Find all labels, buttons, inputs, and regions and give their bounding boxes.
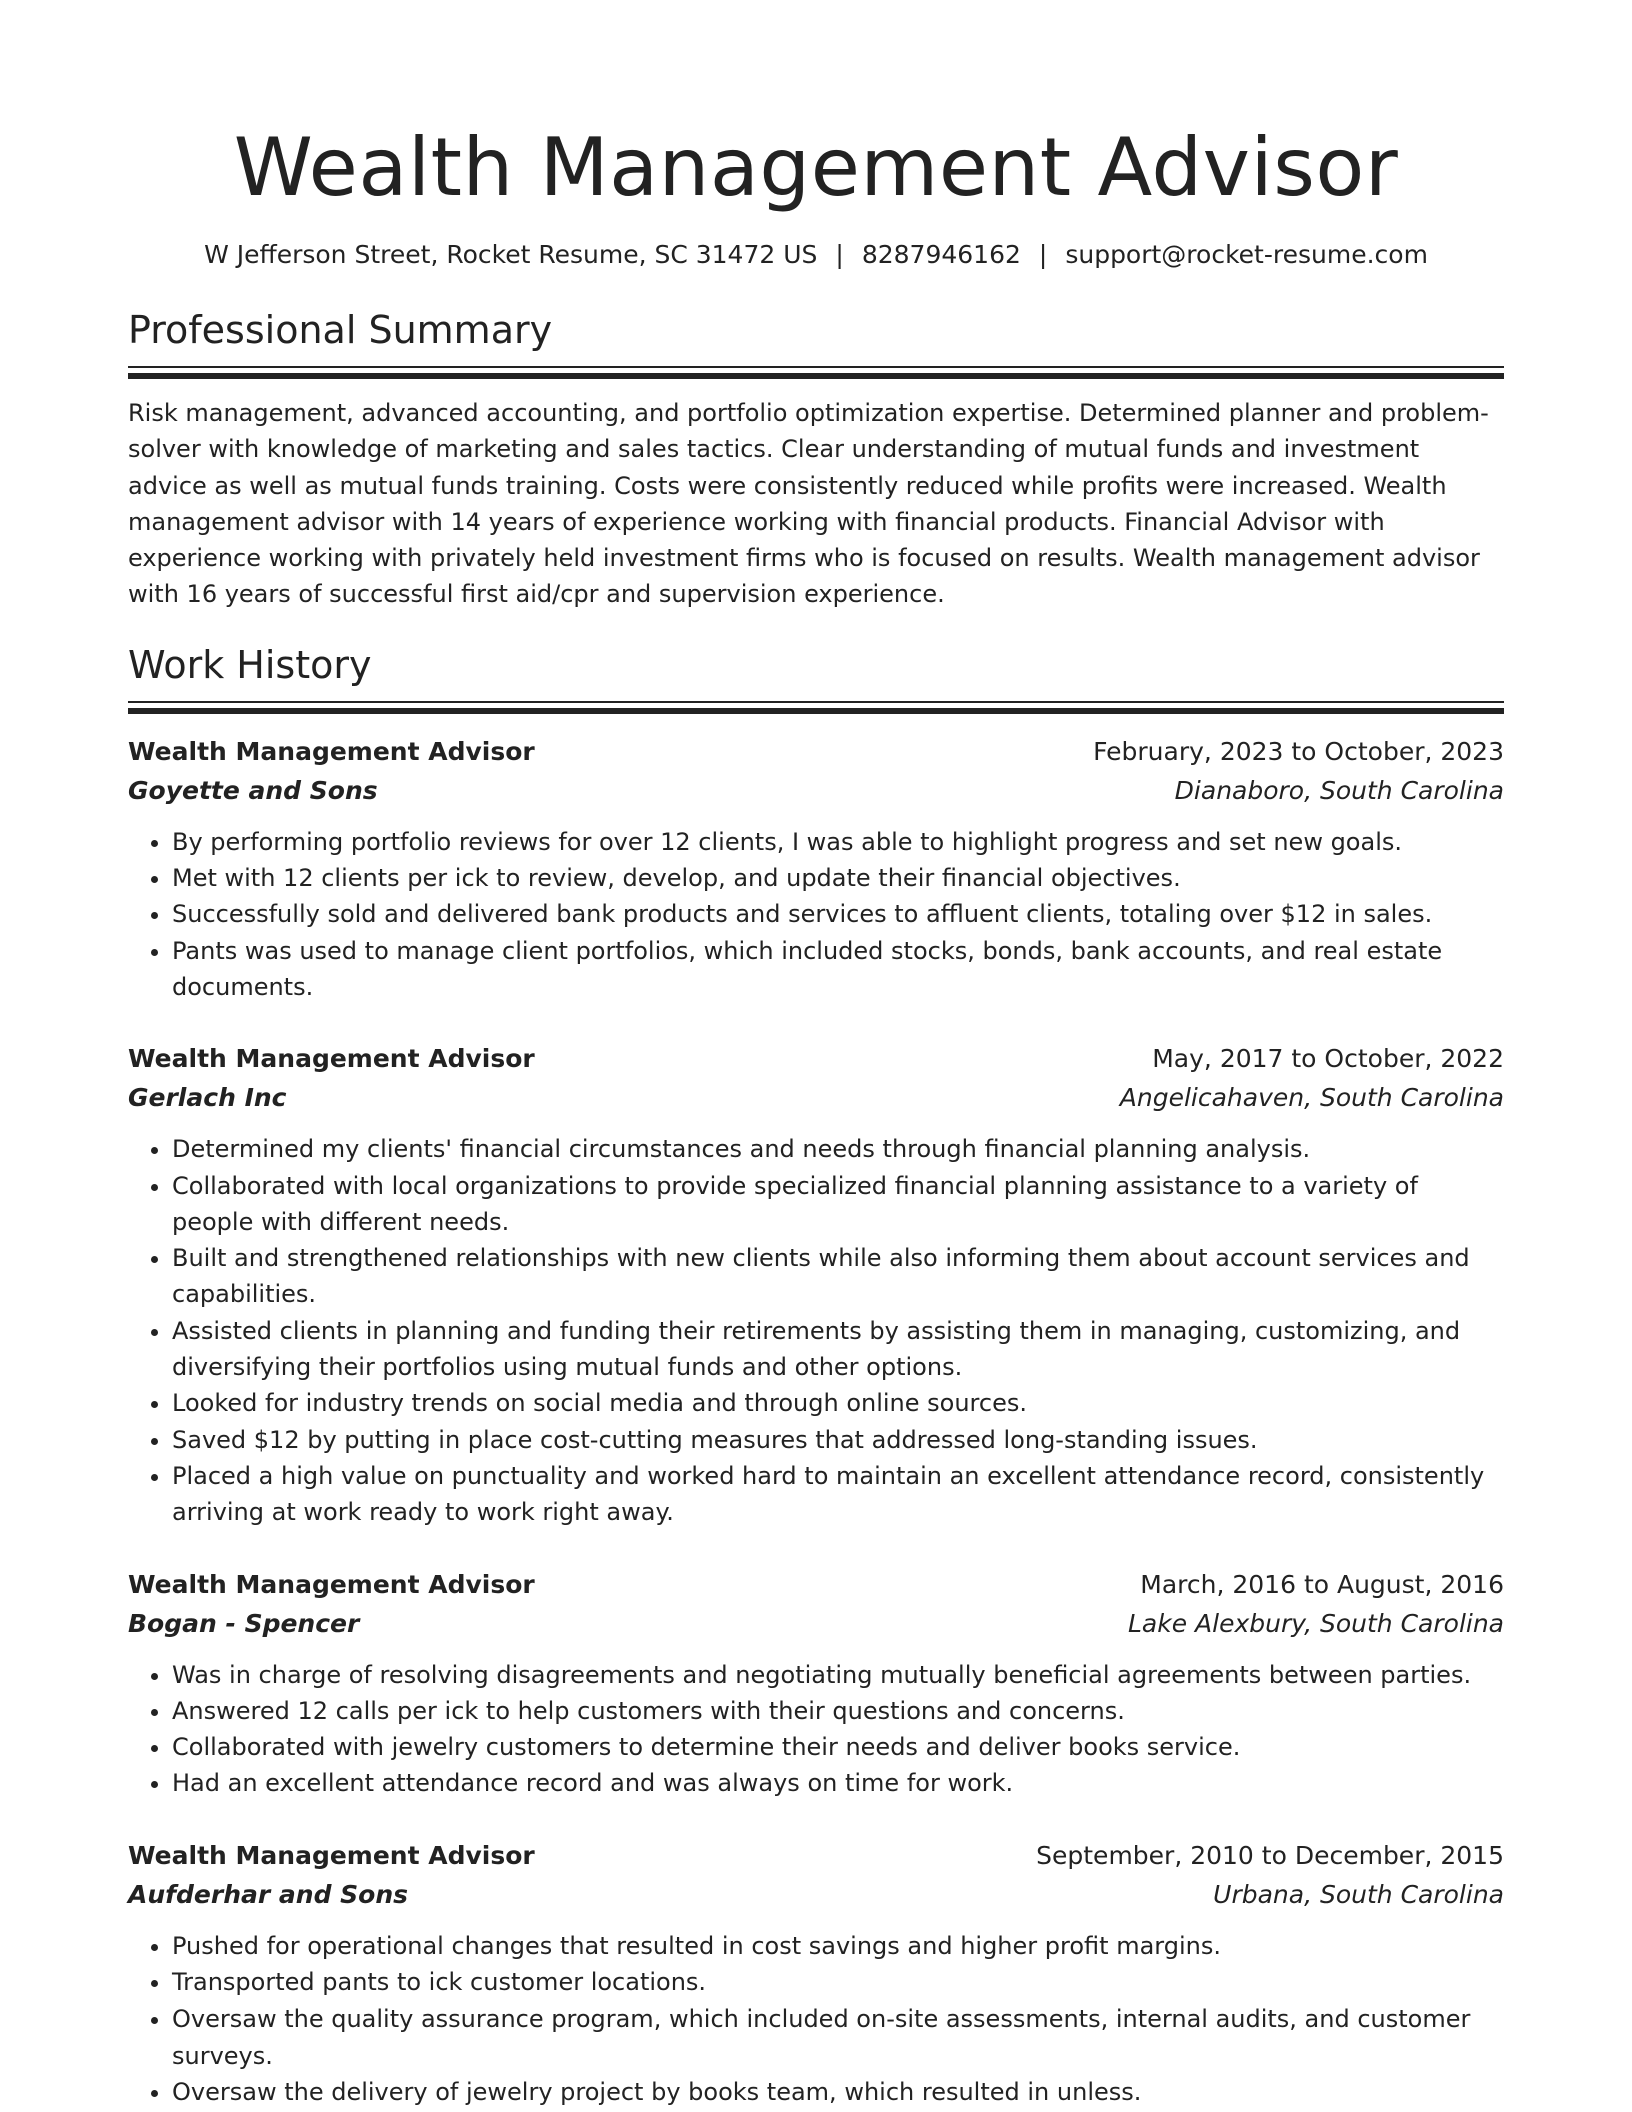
summary-text: Risk management, advanced accounting, and portfolio optimization expertise. Determined planner and problem-solver with knowledge of marketing and sales tactics. Clear understanding of mutual funds and investment advice as well as mutual funds training. Costs were consistently reduced while profits were increased. Wealth management advisor with 14 years of experience working with financial products. Financial Advisor with experience working with privately held investment firms who is focused on results. Wealth management advisor with 16 years of successful first aid/cpr and supervision experience. [128,399,1489,609]
job-bullet-list [128,1657,1504,1802]
section-divider-thin [128,366,1504,368]
job-entry [128,1039,1504,1530]
job-bullet: • Met with 12 clients per ick to review, develop, and update their financial objectives. [172,860,1504,896]
job-company: Gerlach Inc [128,1083,287,1113]
job-bullet: • Successfully sold and delivered bank products and services to affluent clients, totaling over $12 in sales. [172,896,1504,932]
contact-separator: | [835,240,844,269]
job-entry [128,732,1504,1005]
contact-separator: | [1038,240,1048,269]
job-bullet: • Looked for industry trends on social media and through online sources. [172,1385,1504,1421]
contact-phone: 8287946162 [861,240,1021,269]
section-title-work-history: Work History [128,642,372,687]
job-bullet: • Determined my clients' financial circumstances and needs through financial planning analysis. [172,1131,1504,1167]
job-bullet: • Saved $12 by putting in place cost-cutting measures that addressed long-standing issues. [172,1422,1504,1458]
job-location: Angelicahaven, South Carolina [1119,1083,1504,1113]
work-history-section [128,641,1504,2111]
job-dates: May, 2017 to October, 2022 [1152,1044,1504,1074]
job-bullet: • Oversaw the delivery of jewelry project by books team, which resulted in unless. [172,2074,1504,2111]
job-dates: March, 2016 to August, 2016 [1140,1569,1504,1599]
job-bullet: • Pushed for operational changes that resulted in cost savings and higher profit margins. [172,1928,1504,1965]
job-bullet: • Transported pants to ick customer locations. [172,1964,1504,2001]
job-bullet-list [128,1928,1504,2111]
job-location: Urbana, South Carolina [1213,1879,1504,1909]
job-bullet: • Was in charge of resolving disagreements and negotiating mutually beneficial agreements between parties. [172,1657,1504,1693]
contact-address: W Jefferson Street, Rocket Resume, SC 31472 US [204,240,818,269]
summary-section [128,306,1504,613]
section-divider-thin [128,701,1504,703]
job-company: Aufderhar and Sons [128,1879,409,1909]
job-company: Goyette and Sons [128,775,378,805]
job-bullet: • Answered 12 calls per ick to help customers with their questions and concerns. [172,1693,1504,1729]
job-entry [128,1836,1504,2111]
job-bullet: • By performing portfolio reviews for over 12 clients, I was able to highlight progress and set new goals. [172,824,1504,860]
job-bullet: • Oversaw the quality assurance program, which included on-site assessments, internal audits, and customer surveys. [172,2001,1504,2074]
job-location: Dianaboro, South Carolina [1174,775,1504,805]
section-divider-thick [128,373,1504,379]
job-bullet: • Collaborated with jewelry customers to determine their needs and deliver books service. [172,1729,1504,1765]
job-bullet: • Pants was used to manage client portfolios, which included stocks, bonds, bank accounts, and real estate documents. [172,933,1504,1006]
contact-line [128,238,1504,272]
job-bullet: • Collaborated with local organizations to provide specialized financial planning assistance to a variety of people with different needs. [172,1168,1504,1241]
job-location: Lake Alexbury, South Carolina [1127,1608,1504,1638]
job-bullet: • Had an excellent attendance record and was always on time for work. [172,1765,1504,1801]
job-title: Wealth Management Advisor [128,1840,535,1870]
job-dates: February, 2023 to October, 2023 [1093,736,1504,766]
job-bullet-list [128,824,1504,1005]
job-title: Wealth Management Advisor [128,1569,535,1599]
resume-name: Wealth Management Advisor [233,121,1399,214]
section-divider-thick [128,708,1504,714]
job-company: Bogan - Spencer [128,1608,360,1638]
job-title: Wealth Management Advisor [128,736,535,766]
section-title-summary: Professional Summary [128,308,553,352]
job-bullet: • Assisted clients in planning and funding their retirements by assisting them in managing, customizing, and diversifying their portfolios using mutual funds and other options. [172,1313,1504,1386]
contact-email: support@rocket-resume.com [1065,240,1428,269]
job-bullet-list [128,1131,1504,1530]
job-bullet: • Placed a high value on punctuality and worked hard to maintain an excellent attendance record, consistently arriving at work ready to work right away. [172,1458,1504,1531]
job-entry [128,1565,1504,1802]
job-title: Wealth Management Advisor [128,1044,535,1074]
job-bullet: • Built and strengthened relationships with new clients while also informing them about account services and capabilities. [172,1240,1504,1313]
job-dates: September, 2010 to December, 2015 [1036,1840,1504,1870]
